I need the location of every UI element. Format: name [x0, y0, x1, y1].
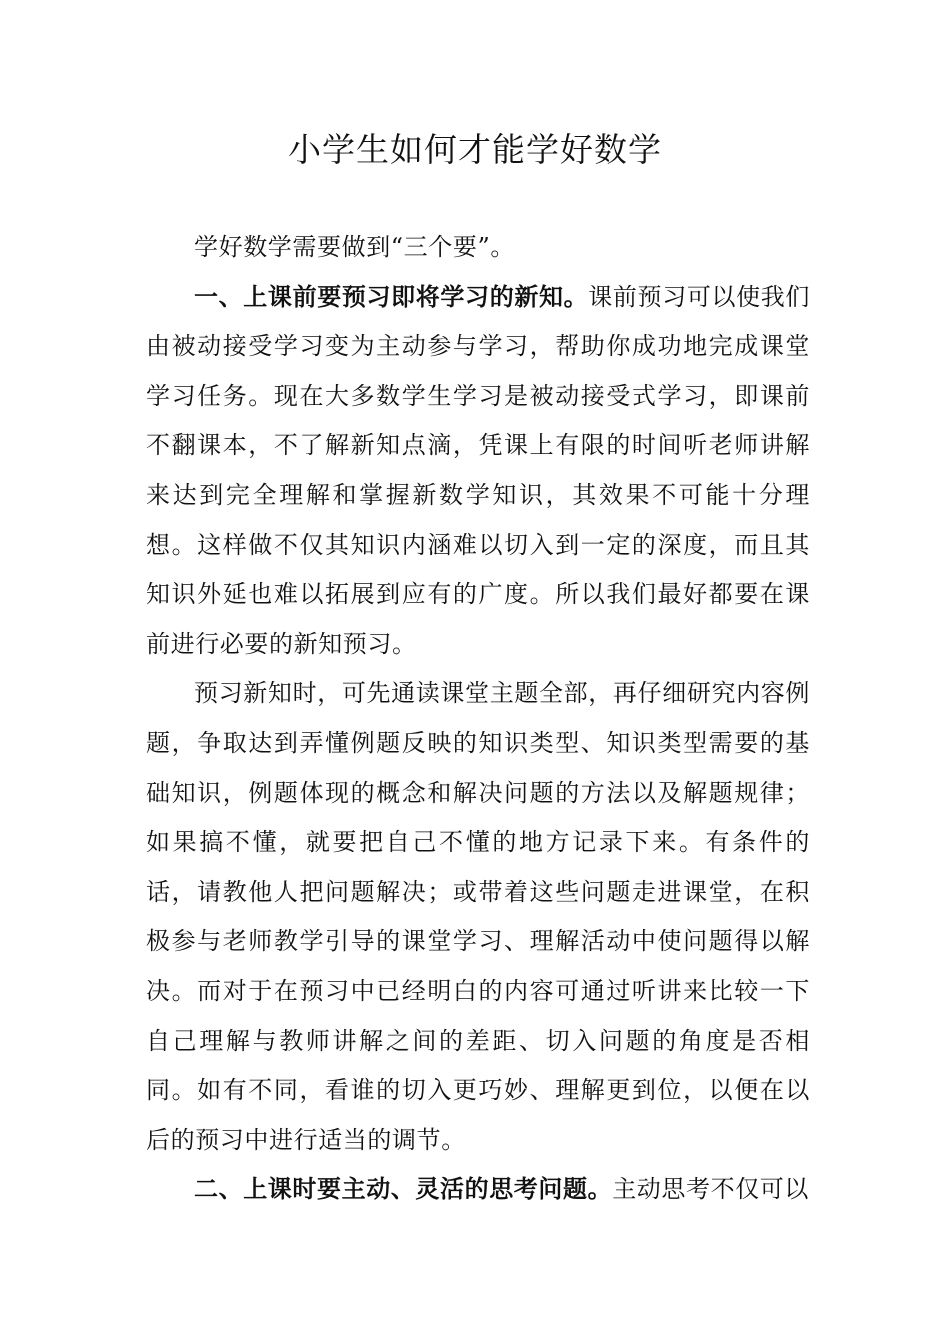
section-one-heading: 一、上课前要预习即将学习的新知。 — [194, 282, 589, 311]
preview-method-paragraph — [146, 669, 810, 1165]
intro-paragraph — [146, 223, 810, 273]
document-title: 小学生如何才能学好数学 — [288, 130, 662, 169]
paragraph-text: 主动思考不仅可以 — [612, 1175, 810, 1204]
paragraph-text: 课前预习可以使我们由被动接受学习变为主动参与学习，帮助你成功地完成课堂学习任务。现在大多数学生学习是被动接受式学习，即课前不翻课本，不了解新知点滴，凭课上有限的时间听老师讲解来达到完全理解和掌握新数学知识，其效果不可能十分理想。这样做不仅其知识内涵难以切入到一定的深度，而且其知识外延也难以拓展到应有的广度。所以我们最好都要在课前进行必要的新知预习。 — [146, 282, 810, 658]
paragraph-text: 学好数学需要做到“三个要”。 — [194, 233, 515, 261]
paragraph-text: 预习新知时，可先通读课堂主题全部，再仔细研究内容例题，争取达到弄懂例题反映的知识类型、知识类型需要的基础知识，例题体现的概念和解决问题的方法以及解题规律；如果搞不懂，就要把自己不懂的地方记录下来。有条件的话，请教他人把问题解决；或带着这些问题走进课堂，在积极参与老师教学引导的课堂学习、理解活动中使问题得以解决。而对于在预习中已经明白的内容可通过听讲来比较一下自己理解与教师讲解之间的差距、切入问题的角度是否相同。如有不同，看谁的切入更巧妙、理解更到位，以便在以后的预习中进行适当的调节。 — [146, 679, 810, 1154]
section-two-heading: 二、上课时要主动、灵活的思考问题。 — [194, 1175, 613, 1204]
section-one-paragraph — [146, 273, 810, 670]
section-two-paragraph — [146, 1165, 810, 1215]
document-body — [146, 223, 810, 1215]
